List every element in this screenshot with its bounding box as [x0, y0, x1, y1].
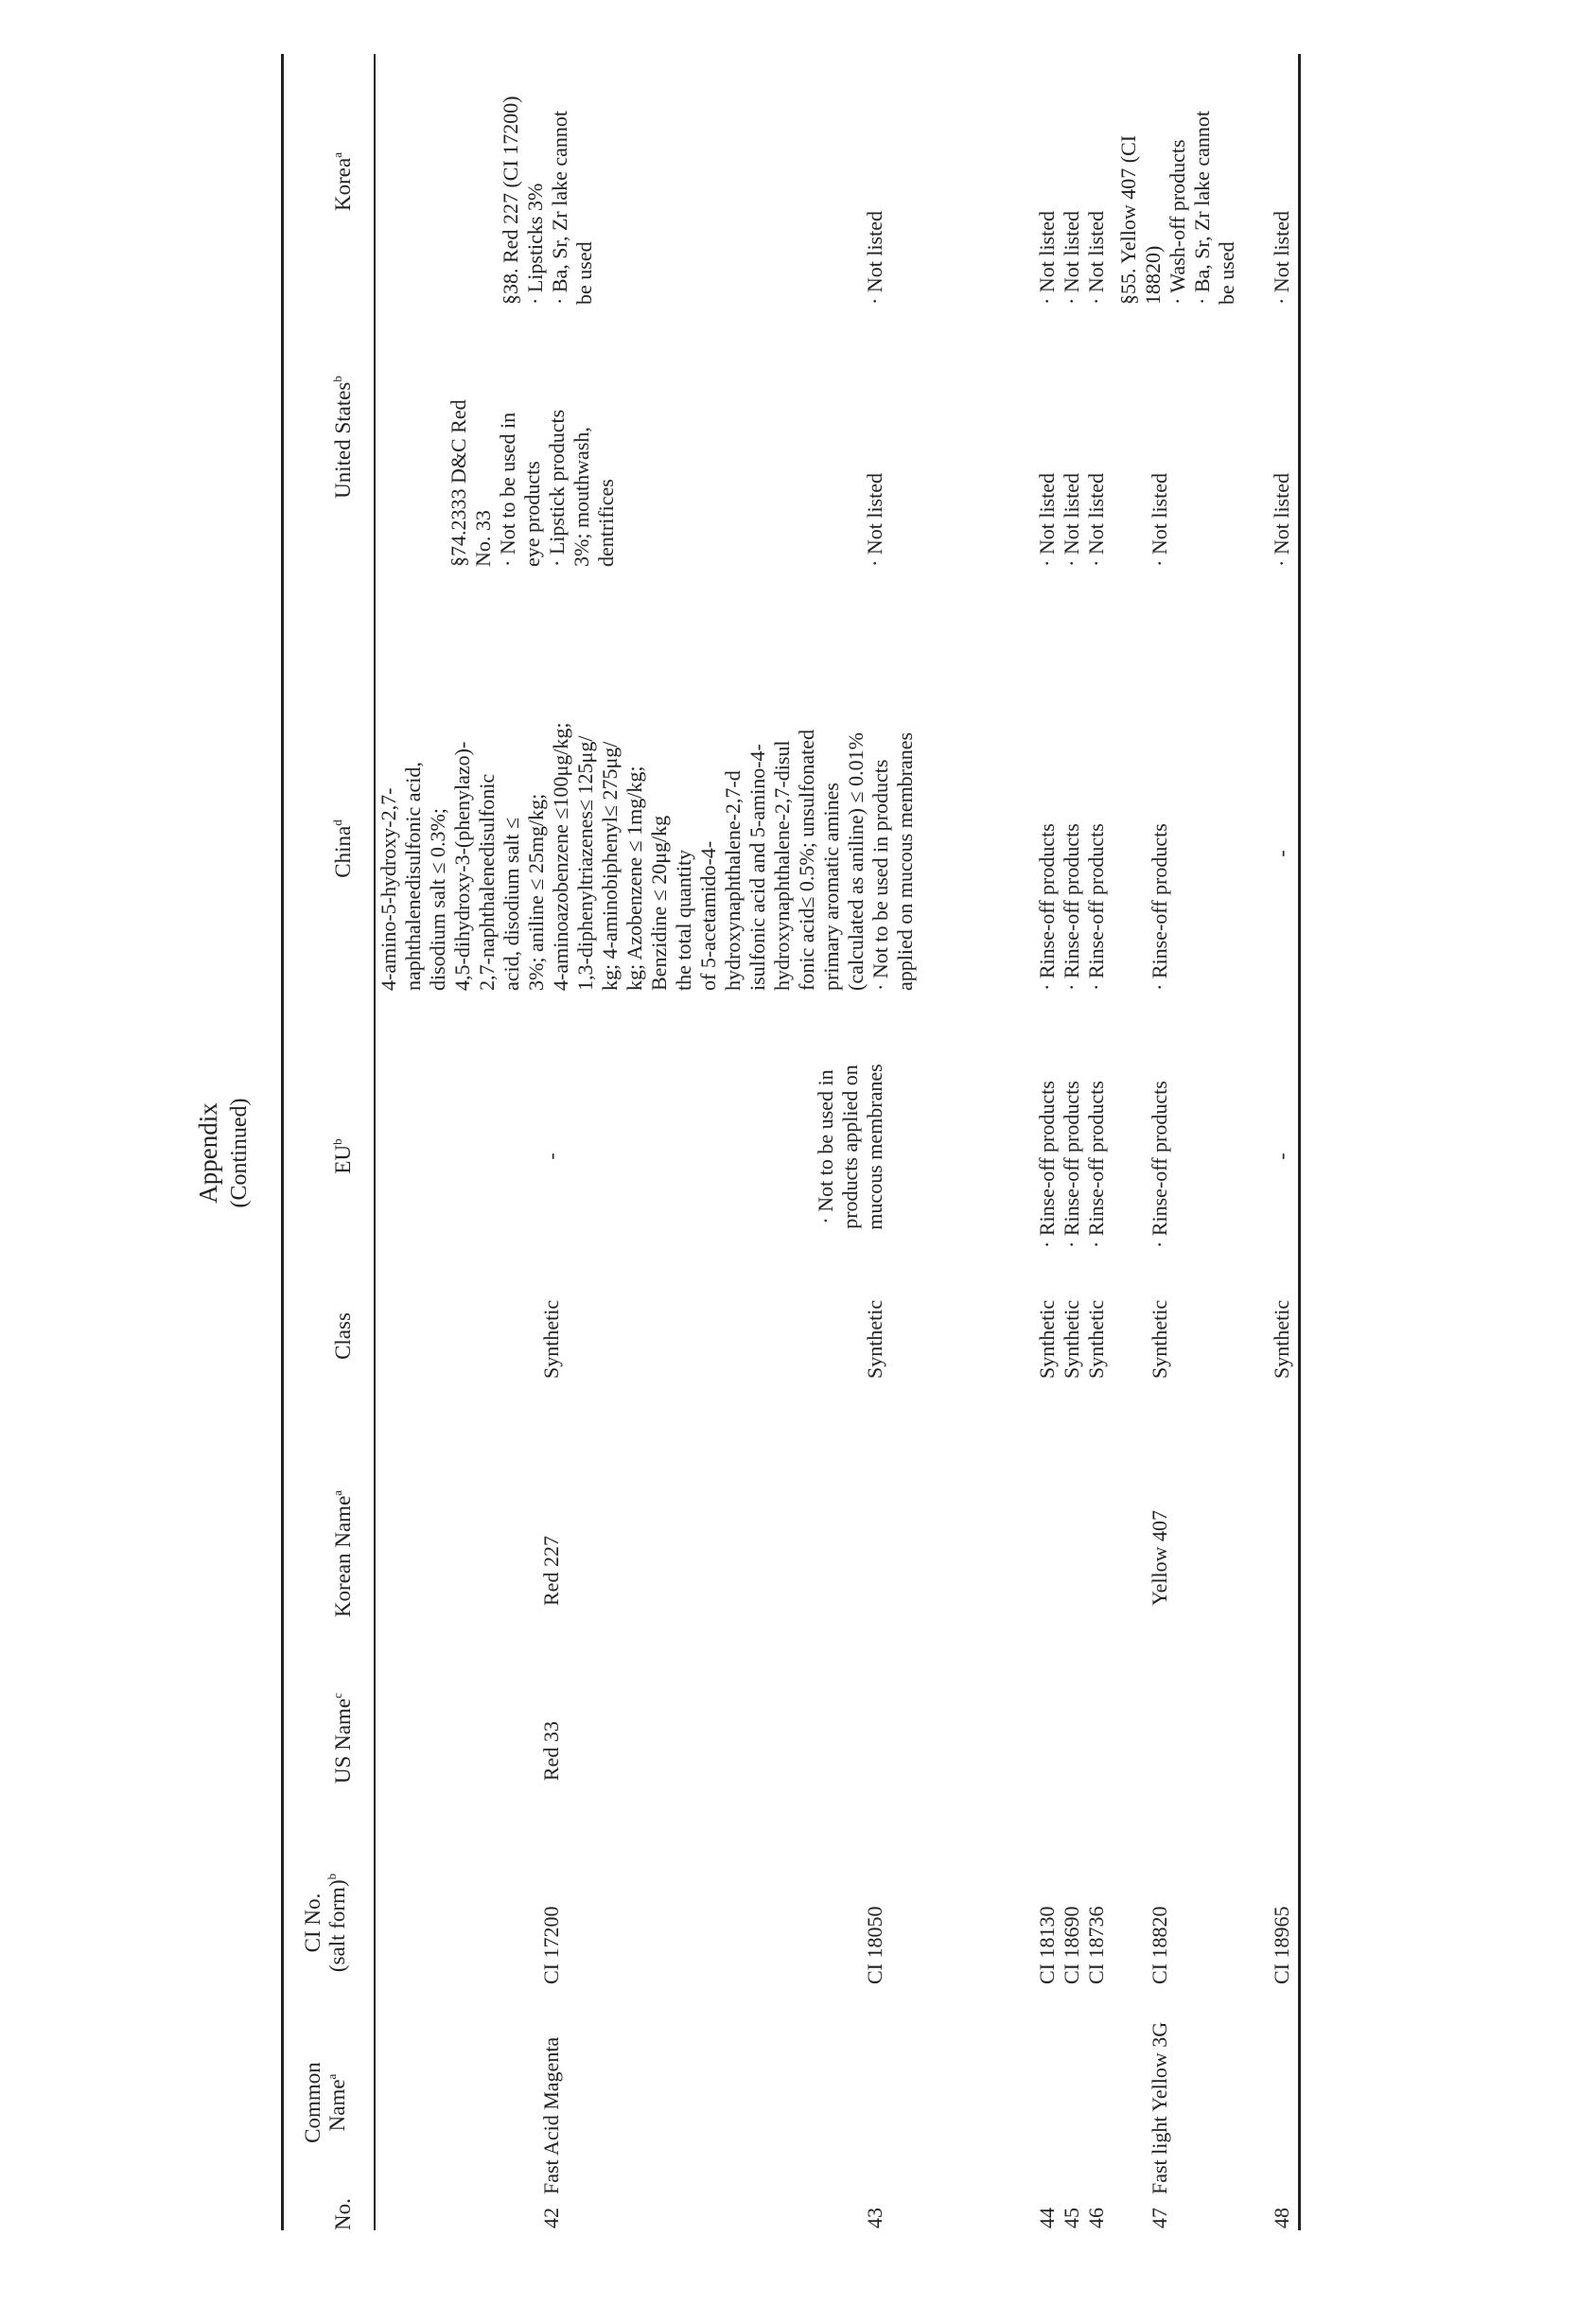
- row-47-united-states: · Not listed: [1148, 473, 1171, 567]
- row-48-no: 48: [1270, 2208, 1293, 2228]
- row-42-ci-no: CI 17200: [539, 1906, 563, 1984]
- row-44-no: 44: [1035, 2208, 1059, 2228]
- row-48-ci-no: CI 18965: [1270, 1906, 1293, 1984]
- row-42-us-name: Red 33: [539, 1721, 563, 1781]
- header-common-name: Common Name$^a$: [301, 2062, 349, 2143]
- page-subtitle: (Continued): [227, 1098, 252, 1208]
- row-47-korean-name: Yellow 407: [1148, 1509, 1171, 1606]
- row-46-class: Synthetic: [1084, 1299, 1108, 1379]
- row-46-korea: · Not listed: [1084, 211, 1108, 305]
- row-44-united-states: · Not listed: [1035, 473, 1059, 567]
- row-42-korean-name: Red 227: [539, 1536, 563, 1606]
- row-47-class: Synthetic: [1148, 1299, 1171, 1379]
- row-47-common-name: Fast light Yellow 3G: [1148, 2021, 1171, 2194]
- table-bottom-rule: [1298, 54, 1301, 2230]
- row-48-eu: -: [1270, 1153, 1293, 1160]
- row-42-eu: -: [539, 1153, 563, 1160]
- row-45-ci-no: CI 18690: [1060, 1906, 1083, 1984]
- row-45-united-states: · Not listed: [1060, 473, 1083, 567]
- row-44-ci-no: CI 18130: [1035, 1906, 1059, 1984]
- row-43-class: Synthetic: [863, 1299, 886, 1379]
- row-47-ci-no: CI 18820: [1148, 1906, 1171, 1984]
- header-us-name: US Name$^c$: [330, 1693, 355, 1784]
- row-48-korea: · Not listed: [1270, 211, 1293, 305]
- row-44-class: Synthetic: [1035, 1299, 1059, 1379]
- row-43-united-states: · Not listed: [863, 473, 886, 567]
- row-45-china: · Rinse-off products: [1060, 823, 1083, 991]
- header-no: No.: [331, 2198, 355, 2230]
- header-class: Class: [331, 1312, 355, 1360]
- row-42-class: Synthetic: [539, 1299, 563, 1379]
- row-47-eu: · Rinse-off products: [1148, 1081, 1171, 1248]
- row-46-ci-no: CI 18736: [1084, 1906, 1108, 1984]
- row-42-common-name: Fast Acid Magenta: [539, 2036, 563, 2194]
- row-45-korea: · Not listed: [1060, 211, 1083, 305]
- header-united-states: United States$^b$: [330, 376, 355, 499]
- page-title: Appendix: [194, 1102, 222, 1204]
- header-ci-no: CI No. (salt form)$^b$: [301, 1873, 349, 1973]
- row-46-china: · Rinse-off products: [1084, 823, 1108, 991]
- row-44-eu: · Rinse-off products: [1035, 1081, 1059, 1248]
- row-47-no: 47: [1148, 2208, 1171, 2228]
- row-48-class: Synthetic: [1270, 1299, 1293, 1379]
- row-43-eu: · Not to be used in products applied on mucous membranes: [814, 1064, 886, 1230]
- header-eu: $EU^b$: [330, 1138, 355, 1174]
- table-top-rule: [281, 54, 284, 2230]
- row-44-china: · Rinse-off products: [1035, 823, 1059, 991]
- row-42-united-states: §74.2333 D&C Red No. 33 · Not to be used in eye products · Lipstick products 3%; mouthwash, dentrifices: [447, 399, 618, 567]
- row-46-no: 46: [1084, 2208, 1108, 2228]
- row-47-china: · Rinse-off products: [1148, 823, 1171, 991]
- row-45-no: 45: [1060, 2208, 1083, 2228]
- row-45-eu: · Rinse-off products: [1060, 1081, 1083, 1248]
- row-42-no: 42: [539, 2208, 563, 2228]
- row-43-no: 43: [863, 2208, 886, 2228]
- table-header-rule: [374, 54, 376, 2230]
- row-46-eu: · Rinse-off products: [1084, 1081, 1108, 1248]
- header-korean-name: Korean Name$^a$: [330, 1489, 355, 1618]
- row-46-united-states: · Not listed: [1084, 473, 1108, 567]
- row-47-korea: §55. Yellow 407 (CI 18820) · Wash-off products · Ba, Sr, Zr lake cannot be used: [1116, 111, 1238, 305]
- row-42-china: 4-amino-5-hydroxy-2,7- naphthalenedisulfonic acid, disodium salt ≤ 0.3%; 4,5-dihydroxy-3-(phenylazo)- 2,7-naphthalenedisulfonic acid, disodium salt ≤ 3%; aniline ≤ 25mg/kg; 4-aminoazobenzene ≤100μg/kg; 1,3-diphenyltriazenes≤ 125μg/ kg; 4-aminobiphenyl≤ 275μg/ kg; Azobenzene ≤ 1mg/kg; Benzidine ≤ 20μg/kg the total quantity of 5-acetamido-4- hydroxynaphthalene-2,7-d isulfonic acid and 5-amino-4- hydroxynaphthalene-2,7-disul fonic acid≤ 0.5%; unsulfonated primary aromatic amines (calculated as aniline) ≤ 0.01% · Not to be used in products applied on mucous membranes: [377, 722, 917, 991]
- row-42-korea: §38. Red 227 (CI 17200) · Lipsticks 3% · Ba, Sr, Zr lake cannot be used: [499, 96, 596, 305]
- row-43-ci-no: CI 18050: [863, 1906, 886, 1984]
- row-48-china: -: [1270, 850, 1293, 857]
- header-china: China$^d$: [330, 819, 355, 878]
- row-44-korea: · Not listed: [1035, 211, 1059, 305]
- row-48-united-states: · Not listed: [1270, 473, 1293, 567]
- header-korea: Korea$^a$: [330, 152, 355, 211]
- row-43-korea: · Not listed: [863, 211, 886, 305]
- row-45-class: Synthetic: [1060, 1299, 1083, 1379]
